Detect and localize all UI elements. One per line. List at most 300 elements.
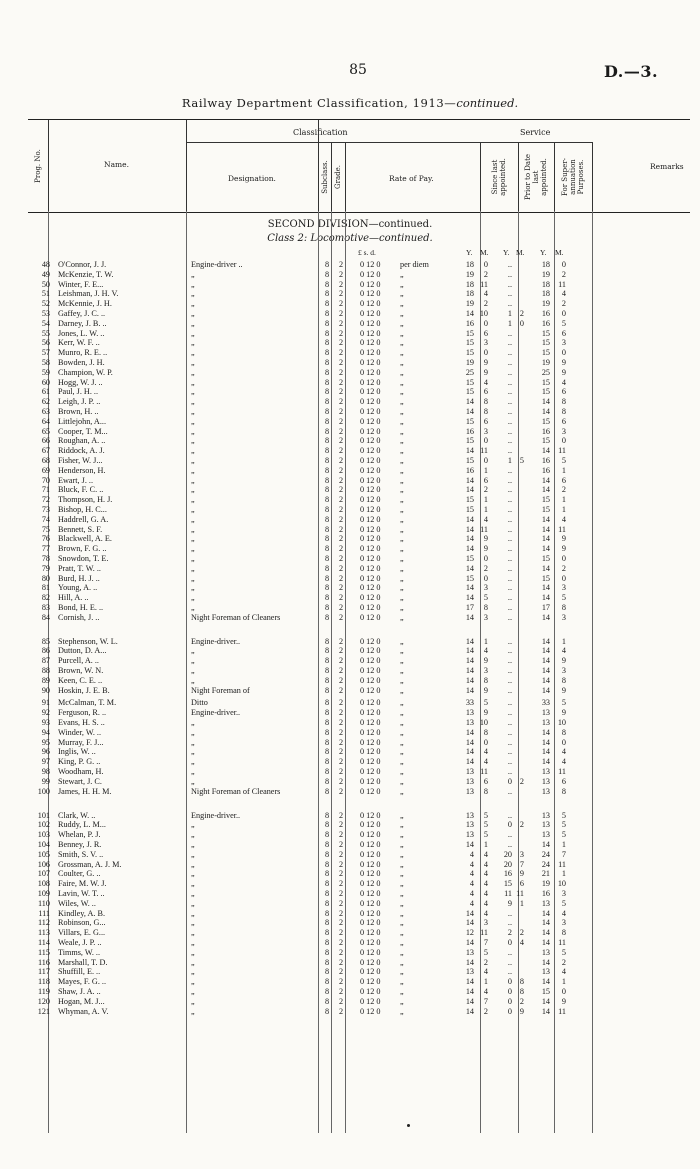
cell-since-last-months: 4 bbox=[483, 747, 488, 757]
header-subclass bbox=[318, 142, 332, 212]
cell-superannuation-months: 9 bbox=[561, 996, 566, 1006]
cell-designation: „ bbox=[191, 465, 195, 475]
cell-designation: Engine-driver.. bbox=[191, 636, 241, 646]
table-row bbox=[0, 329, 700, 339]
cell-since-last-months: 1 bbox=[483, 840, 488, 850]
cell-since-last-months: 0 bbox=[483, 260, 488, 269]
table-row bbox=[0, 767, 700, 777]
cell-pay-period: „ bbox=[400, 708, 404, 718]
cell-superannuation-months: 1 bbox=[561, 495, 566, 505]
cell-grade: 2 bbox=[338, 279, 344, 289]
cell-since-last-years: 4 bbox=[469, 879, 474, 889]
cell-subclass: 8 bbox=[324, 504, 330, 514]
cell-superannuation-years: 17 bbox=[541, 602, 550, 612]
cell-subclass: 8 bbox=[324, 534, 330, 544]
section-division: SECOND DIVISION—continued. bbox=[267, 219, 433, 230]
cell-designation: „ bbox=[191, 737, 195, 747]
cell-prog-no: 100 bbox=[37, 786, 50, 796]
cell-name: James, H. H. M. bbox=[58, 786, 112, 796]
cell-prog-no: 68 bbox=[41, 455, 50, 465]
cell-grade: 2 bbox=[338, 514, 344, 524]
cell-prog-no: 79 bbox=[41, 563, 50, 573]
cell-grade: 2 bbox=[338, 879, 344, 889]
cell-superannuation-years: 13 bbox=[541, 708, 550, 718]
table-row bbox=[0, 777, 700, 787]
table-row bbox=[0, 485, 700, 495]
cell-designation: „ bbox=[191, 869, 195, 879]
cell-grade: 2 bbox=[338, 289, 344, 299]
cell-pay-period: „ bbox=[400, 889, 404, 899]
cell-prior-years: .. bbox=[507, 840, 512, 850]
cell-since-last-years: 14 bbox=[465, 918, 474, 928]
cell-name: O'Connor, J. J. bbox=[58, 260, 107, 269]
cell-subclass: 8 bbox=[324, 656, 330, 666]
table-row bbox=[0, 830, 700, 840]
cell-prior-years: .. bbox=[507, 656, 512, 666]
cell-rate-of-pay: 0 12 0 bbox=[360, 485, 381, 495]
cell-since-last-years: 12 bbox=[465, 928, 474, 938]
cell-designation: „ bbox=[191, 279, 195, 289]
cell-designation: „ bbox=[191, 967, 195, 977]
cell-superannuation-months: 5 bbox=[561, 947, 566, 957]
cell-prior-years: .. bbox=[507, 260, 512, 269]
header-remarks bbox=[592, 120, 690, 212]
cell-prog-no: 116 bbox=[38, 957, 50, 967]
cell-prog-no: 86 bbox=[41, 646, 50, 656]
cell-prog-no: 83 bbox=[41, 602, 50, 612]
cell-designation: „ bbox=[191, 475, 195, 485]
cell-pay-period: „ bbox=[400, 757, 404, 767]
cell-pay-period: „ bbox=[400, 308, 404, 318]
cell-since-last-years: 18 bbox=[465, 260, 474, 269]
cell-since-last-years: 13 bbox=[465, 947, 474, 957]
cell-prog-no: 102 bbox=[37, 820, 50, 830]
cell-prior-months: 2 bbox=[519, 996, 524, 1006]
cell-designation: „ bbox=[191, 757, 195, 767]
cell-name: Thompson, H. J. bbox=[58, 495, 113, 505]
cell-superannuation-years: 14 bbox=[541, 397, 550, 407]
cell-prog-no: 55 bbox=[41, 328, 50, 338]
cell-rate-of-pay: 0 12 0 bbox=[360, 279, 381, 289]
cell-subclass: 8 bbox=[324, 544, 330, 554]
cell-since-last-months: 11 bbox=[480, 446, 488, 456]
cell-since-last-months: 9 bbox=[483, 708, 488, 718]
cell-subclass: 8 bbox=[324, 718, 330, 728]
header-prior-label bbox=[524, 154, 548, 200]
cell-superannuation-years: 15 bbox=[541, 553, 550, 563]
cell-subclass: 8 bbox=[324, 602, 330, 612]
table-row bbox=[0, 476, 700, 486]
cell-prog-no: 85 bbox=[41, 636, 50, 646]
cell-subclass: 8 bbox=[324, 840, 330, 850]
prior-line-1: Prior to Date bbox=[524, 153, 532, 201]
cell-name: Benney, J. R. bbox=[58, 840, 102, 850]
cell-superannuation-years: 13 bbox=[541, 967, 550, 977]
table-row bbox=[0, 407, 700, 417]
cell-subclass: 8 bbox=[324, 279, 330, 289]
cell-superannuation-months: 9 bbox=[561, 357, 566, 367]
unit-y: Y. bbox=[466, 248, 473, 257]
cell-designation: „ bbox=[191, 338, 195, 348]
cell-prog-no: 94 bbox=[41, 727, 50, 737]
cell-rate-of-pay: 0 12 0 bbox=[360, 495, 381, 505]
cell-prior-years: 2 bbox=[507, 928, 512, 938]
cell-superannuation-years: 14 bbox=[541, 996, 550, 1006]
cell-pay-period: per diem bbox=[400, 260, 429, 269]
cell-superannuation-years: 14 bbox=[541, 563, 550, 573]
cell-since-last-years: 13 bbox=[465, 967, 474, 977]
cell-superannuation-years: 15 bbox=[541, 436, 550, 446]
cell-prior-years: .. bbox=[507, 485, 512, 495]
cell-superannuation-months: 6 bbox=[561, 328, 566, 338]
cell-prog-no: 97 bbox=[41, 757, 50, 767]
cell-designation: „ bbox=[191, 996, 195, 1006]
cell-prog-no: 62 bbox=[41, 397, 50, 407]
cell-name: Mayes, F. G. .. bbox=[58, 977, 107, 987]
cell-prog-no: 63 bbox=[41, 406, 50, 416]
cell-rate-of-pay: 0 12 0 bbox=[360, 583, 381, 593]
table-row bbox=[0, 918, 700, 928]
cell-prior-years: .. bbox=[507, 387, 512, 397]
unit-m: M. bbox=[555, 248, 564, 257]
cell-name: Kerr, W. F. .. bbox=[58, 338, 100, 348]
cell-pay-period: „ bbox=[400, 514, 404, 524]
cell-pay-period: „ bbox=[400, 602, 404, 612]
cell-prog-no: 76 bbox=[41, 534, 50, 544]
cell-since-last-years: 15 bbox=[465, 436, 474, 446]
cell-superannuation-months: 3 bbox=[561, 889, 566, 899]
table-row bbox=[0, 869, 700, 879]
cell-since-last-months: 4 bbox=[483, 757, 488, 767]
cell-prog-no: 87 bbox=[41, 656, 50, 666]
cell-designation: Ditto bbox=[191, 698, 208, 708]
table-row bbox=[0, 738, 700, 748]
cell-rate-of-pay: 0 12 0 bbox=[360, 879, 381, 889]
cell-rate-of-pay: 0 12 0 bbox=[360, 436, 381, 446]
cell-since-last-months: 6 bbox=[483, 475, 488, 485]
cell-designation: „ bbox=[191, 889, 195, 899]
cell-prior-years: .. bbox=[507, 367, 512, 377]
cell-superannuation-years: 24 bbox=[541, 849, 550, 859]
cell-name: Kindley, A. B. bbox=[58, 908, 106, 918]
super-line-2: annuation bbox=[569, 159, 577, 195]
cell-name: Ewart, J. .. bbox=[58, 475, 94, 485]
cell-since-last-months: 5 bbox=[483, 698, 488, 708]
cell-grade: 2 bbox=[338, 685, 344, 695]
cell-rate-of-pay: 0 12 0 bbox=[360, 289, 381, 299]
header-since-last bbox=[480, 142, 519, 212]
cell-prog-no: 84 bbox=[41, 612, 50, 622]
cell-superannuation-years: 14 bbox=[541, 747, 550, 757]
cell-superannuation-months: 2 bbox=[561, 269, 566, 279]
cell-since-last-months: 4 bbox=[483, 646, 488, 656]
cell-rate-of-pay: 0 12 0 bbox=[360, 260, 381, 269]
cell-superannuation-months: 5 bbox=[561, 318, 566, 328]
cell-superannuation-months: 6 bbox=[561, 776, 566, 786]
cell-prog-no: 59 bbox=[41, 367, 50, 377]
cell-since-last-months: 8 bbox=[483, 727, 488, 737]
cell-since-last-months: 5 bbox=[483, 830, 488, 840]
cell-rate-of-pay: 0 12 0 bbox=[360, 367, 381, 377]
cell-prior-years: .. bbox=[507, 338, 512, 348]
cell-prog-no: 81 bbox=[41, 583, 50, 593]
cell-rate-of-pay: 0 12 0 bbox=[360, 348, 381, 358]
cell-prog-no: 115 bbox=[38, 947, 50, 957]
cell-superannuation-months: 11 bbox=[558, 767, 566, 777]
cell-pay-period: „ bbox=[400, 446, 404, 456]
cell-prior-years: .. bbox=[507, 534, 512, 544]
cell-since-last-months: 2 bbox=[483, 1006, 488, 1016]
cell-superannuation-months: 0 bbox=[561, 260, 566, 269]
table-row bbox=[0, 593, 700, 603]
cell-designation: „ bbox=[191, 947, 195, 957]
cell-prior-years: .. bbox=[507, 514, 512, 524]
cell-prog-no: 56 bbox=[41, 338, 50, 348]
cell-pay-period: „ bbox=[400, 908, 404, 918]
cell-superannuation-years: 13 bbox=[541, 947, 550, 957]
cell-prior-years: .. bbox=[507, 767, 512, 777]
cell-designation: „ bbox=[191, 308, 195, 318]
cell-prog-no: 73 bbox=[41, 504, 50, 514]
table-row bbox=[0, 1007, 700, 1017]
cell-name: Lavin, W. T. .. bbox=[58, 889, 105, 899]
cell-rate-of-pay: 0 12 0 bbox=[360, 563, 381, 573]
cell-pay-period: „ bbox=[400, 636, 404, 646]
cell-since-last-months: 2 bbox=[483, 563, 488, 573]
cell-superannuation-months: 4 bbox=[561, 646, 566, 656]
cell-prior-years: .. bbox=[507, 593, 512, 603]
table-body bbox=[0, 260, 700, 1016]
cell-prior-years: .. bbox=[507, 328, 512, 338]
table-row bbox=[0, 850, 700, 860]
cell-grade: 2 bbox=[338, 612, 344, 622]
cell-superannuation-years: 14 bbox=[541, 485, 550, 495]
cell-prog-no: 98 bbox=[41, 767, 50, 777]
cell-superannuation-years: 15 bbox=[541, 387, 550, 397]
cell-rate-of-pay: 0 12 0 bbox=[360, 957, 381, 967]
cell-superannuation-months: 11 bbox=[558, 859, 566, 869]
cell-name: Fisher, W. J... bbox=[58, 455, 103, 465]
cell-rate-of-pay: 0 12 0 bbox=[360, 986, 381, 996]
cell-since-last-years: 14 bbox=[465, 757, 474, 767]
cell-prior-years: .. bbox=[507, 495, 512, 505]
since-last-line-2: appointed. bbox=[499, 158, 507, 196]
cell-since-last-years: 14 bbox=[465, 583, 474, 593]
cell-since-last-years: 14 bbox=[465, 840, 474, 850]
cell-superannuation-years: 15 bbox=[541, 416, 550, 426]
cell-designation: „ bbox=[191, 504, 195, 514]
cell-prog-no: 75 bbox=[41, 524, 50, 534]
cell-prior-years: .. bbox=[507, 918, 512, 928]
cell-grade: 2 bbox=[338, 786, 344, 796]
cell-subclass: 8 bbox=[324, 485, 330, 495]
cell-superannuation-years: 14 bbox=[541, 475, 550, 485]
cell-prior-years: .. bbox=[507, 747, 512, 757]
cell-prior-months: 0 bbox=[519, 318, 524, 328]
cell-since-last-months: 2 bbox=[483, 269, 488, 279]
cell-grade: 2 bbox=[338, 747, 344, 757]
cell-prog-no: 118 bbox=[38, 977, 50, 987]
cell-superannuation-months: 5 bbox=[561, 898, 566, 908]
cell-rate-of-pay: 0 12 0 bbox=[360, 918, 381, 928]
cell-pay-period: „ bbox=[400, 328, 404, 338]
cell-name: Whelan, P. J. bbox=[58, 830, 101, 840]
cell-designation: „ bbox=[191, 767, 195, 777]
cell-designation: „ bbox=[191, 455, 195, 465]
cell-prior-years: .. bbox=[507, 357, 512, 367]
cell-since-last-years: 14 bbox=[465, 986, 474, 996]
cell-superannuation-years: 13 bbox=[541, 786, 550, 796]
cell-subclass: 8 bbox=[324, 737, 330, 747]
cell-designation: „ bbox=[191, 299, 195, 309]
cell-subclass: 8 bbox=[324, 675, 330, 685]
cell-subclass: 8 bbox=[324, 767, 330, 777]
cell-pay-period: „ bbox=[400, 928, 404, 938]
cell-designation: „ bbox=[191, 563, 195, 573]
cell-since-last-months: 9 bbox=[483, 534, 488, 544]
cell-since-last-years: 14 bbox=[465, 563, 474, 573]
cell-name: Hogan, M. J... bbox=[58, 996, 105, 1006]
cell-superannuation-years: 14 bbox=[541, 757, 550, 767]
cell-designation: Engine-driver.. bbox=[191, 708, 241, 718]
table-row bbox=[0, 666, 700, 676]
cell-prog-no: 112 bbox=[38, 918, 50, 928]
cell-rate-of-pay: 0 12 0 bbox=[360, 504, 381, 514]
cell-prog-no: 109 bbox=[37, 889, 50, 899]
cell-prior-years: 0 bbox=[507, 977, 512, 987]
table-row bbox=[0, 338, 700, 348]
cell-superannuation-years: 24 bbox=[541, 859, 550, 869]
cell-rate-of-pay: 0 12 0 bbox=[360, 938, 381, 947]
cell-subclass: 8 bbox=[324, 957, 330, 967]
cell-name: Brown, W. N. bbox=[58, 666, 104, 676]
cell-name: Smith, S. V. .. bbox=[58, 849, 104, 859]
cell-prior-years: .. bbox=[507, 563, 512, 573]
header-remarks-label: Remarks bbox=[650, 162, 684, 171]
cell-prog-no: 54 bbox=[41, 318, 50, 328]
cell-grade: 2 bbox=[338, 767, 344, 777]
cell-superannuation-months: 0 bbox=[561, 553, 566, 563]
cell-rate-of-pay: 0 12 0 bbox=[360, 840, 381, 850]
cell-pay-period: „ bbox=[400, 289, 404, 299]
table-row bbox=[0, 260, 700, 270]
cell-superannuation-years: 14 bbox=[541, 938, 550, 947]
cell-grade: 2 bbox=[338, 397, 344, 407]
cell-since-last-months: 8 bbox=[483, 675, 488, 685]
cell-prior-years: .. bbox=[507, 830, 512, 840]
cell-superannuation-years: 16 bbox=[541, 318, 550, 328]
cell-name: Bowden, J. H. bbox=[58, 357, 105, 367]
cell-grade: 2 bbox=[338, 377, 344, 387]
cell-designation: Night Foreman of bbox=[191, 685, 250, 695]
header-prog-no bbox=[28, 120, 49, 212]
cell-name: Wiles, W. .. bbox=[58, 898, 96, 908]
cell-designation: „ bbox=[191, 406, 195, 416]
cell-superannuation-years: 14 bbox=[541, 977, 550, 987]
cell-superannuation-years: 16 bbox=[541, 889, 550, 899]
cell-since-last-months: 0 bbox=[483, 573, 488, 583]
cell-since-last-years: 15 bbox=[465, 416, 474, 426]
table-row bbox=[0, 977, 700, 987]
cell-since-last-months: 3 bbox=[483, 426, 488, 436]
cell-subclass: 8 bbox=[324, 786, 330, 796]
table-row bbox=[0, 456, 700, 466]
cell-subclass: 8 bbox=[324, 416, 330, 426]
cell-prog-no: 104 bbox=[37, 840, 50, 850]
cell-prog-no: 99 bbox=[41, 776, 50, 786]
cell-grade: 2 bbox=[338, 260, 344, 269]
cell-since-last-months: 4 bbox=[483, 898, 488, 908]
header-super-label bbox=[561, 158, 585, 196]
cell-pay-period: „ bbox=[400, 840, 404, 850]
cell-superannuation-years: 14 bbox=[541, 406, 550, 416]
cell-prior-years: 16 bbox=[503, 869, 512, 879]
cell-prior-years: .. bbox=[507, 269, 512, 279]
cell-rate-of-pay: 0 12 0 bbox=[360, 996, 381, 1006]
cell-since-last-months: 11 bbox=[480, 928, 488, 938]
cell-designation: „ bbox=[191, 849, 195, 859]
cell-rate-of-pay: 0 12 0 bbox=[360, 666, 381, 676]
cell-superannuation-years: 19 bbox=[541, 357, 550, 367]
cell-rate-of-pay: 0 12 0 bbox=[360, 810, 381, 820]
cell-prior-years: 0 bbox=[507, 820, 512, 830]
cell-grade: 2 bbox=[338, 524, 344, 534]
table-row bbox=[0, 879, 700, 889]
cell-superannuation-months: 0 bbox=[561, 308, 566, 318]
table-row bbox=[0, 967, 700, 977]
cell-superannuation-months: 2 bbox=[561, 563, 566, 573]
cell-superannuation-months: 2 bbox=[561, 299, 566, 309]
cell-name: Inglis, W. .. bbox=[58, 747, 96, 757]
table-row bbox=[0, 747, 700, 757]
cell-name: Riddock, A. J. bbox=[58, 446, 105, 456]
cell-grade: 2 bbox=[338, 544, 344, 554]
cell-grade: 2 bbox=[338, 718, 344, 728]
header-prog-no-label: Prog. No. bbox=[34, 149, 42, 183]
cell-prog-no: 96 bbox=[41, 747, 50, 757]
cell-pay-period: „ bbox=[400, 737, 404, 747]
cell-grade: 2 bbox=[338, 593, 344, 603]
cell-rate-of-pay: 0 12 0 bbox=[360, 397, 381, 407]
cell-pay-period: „ bbox=[400, 977, 404, 987]
cell-subclass: 8 bbox=[324, 1006, 330, 1016]
cell-prog-no: 71 bbox=[41, 485, 50, 495]
cell-name: Keen, C. E. .. bbox=[58, 675, 103, 685]
cell-subclass: 8 bbox=[324, 377, 330, 387]
cell-prior-years: .. bbox=[507, 675, 512, 685]
cell-name: Stephenson, W. L. bbox=[58, 636, 118, 646]
cell-prog-no: 95 bbox=[41, 737, 50, 747]
cell-prog-no: 77 bbox=[41, 544, 50, 554]
cell-since-last-years: 15 bbox=[465, 377, 474, 387]
table-row bbox=[0, 820, 700, 830]
cell-prior-months: 2 bbox=[519, 820, 524, 830]
cell-prog-no: 121 bbox=[37, 1006, 50, 1016]
cell-prior-years: .. bbox=[507, 602, 512, 612]
cell-superannuation-years: 13 bbox=[541, 718, 550, 728]
cell-prog-no: 69 bbox=[41, 465, 50, 475]
cell-since-last-years: 14 bbox=[465, 406, 474, 416]
cell-name: Leigh, J. P. .. bbox=[58, 397, 101, 407]
cell-subclass: 8 bbox=[324, 977, 330, 987]
cell-subclass: 8 bbox=[324, 666, 330, 676]
cell-pay-period: „ bbox=[400, 524, 404, 534]
cell-designation: „ bbox=[191, 387, 195, 397]
cell-superannuation-months: 1 bbox=[561, 636, 566, 646]
table-row bbox=[0, 564, 700, 574]
cell-since-last-years: 13 bbox=[465, 810, 474, 820]
cell-superannuation-years: 16 bbox=[541, 455, 550, 465]
